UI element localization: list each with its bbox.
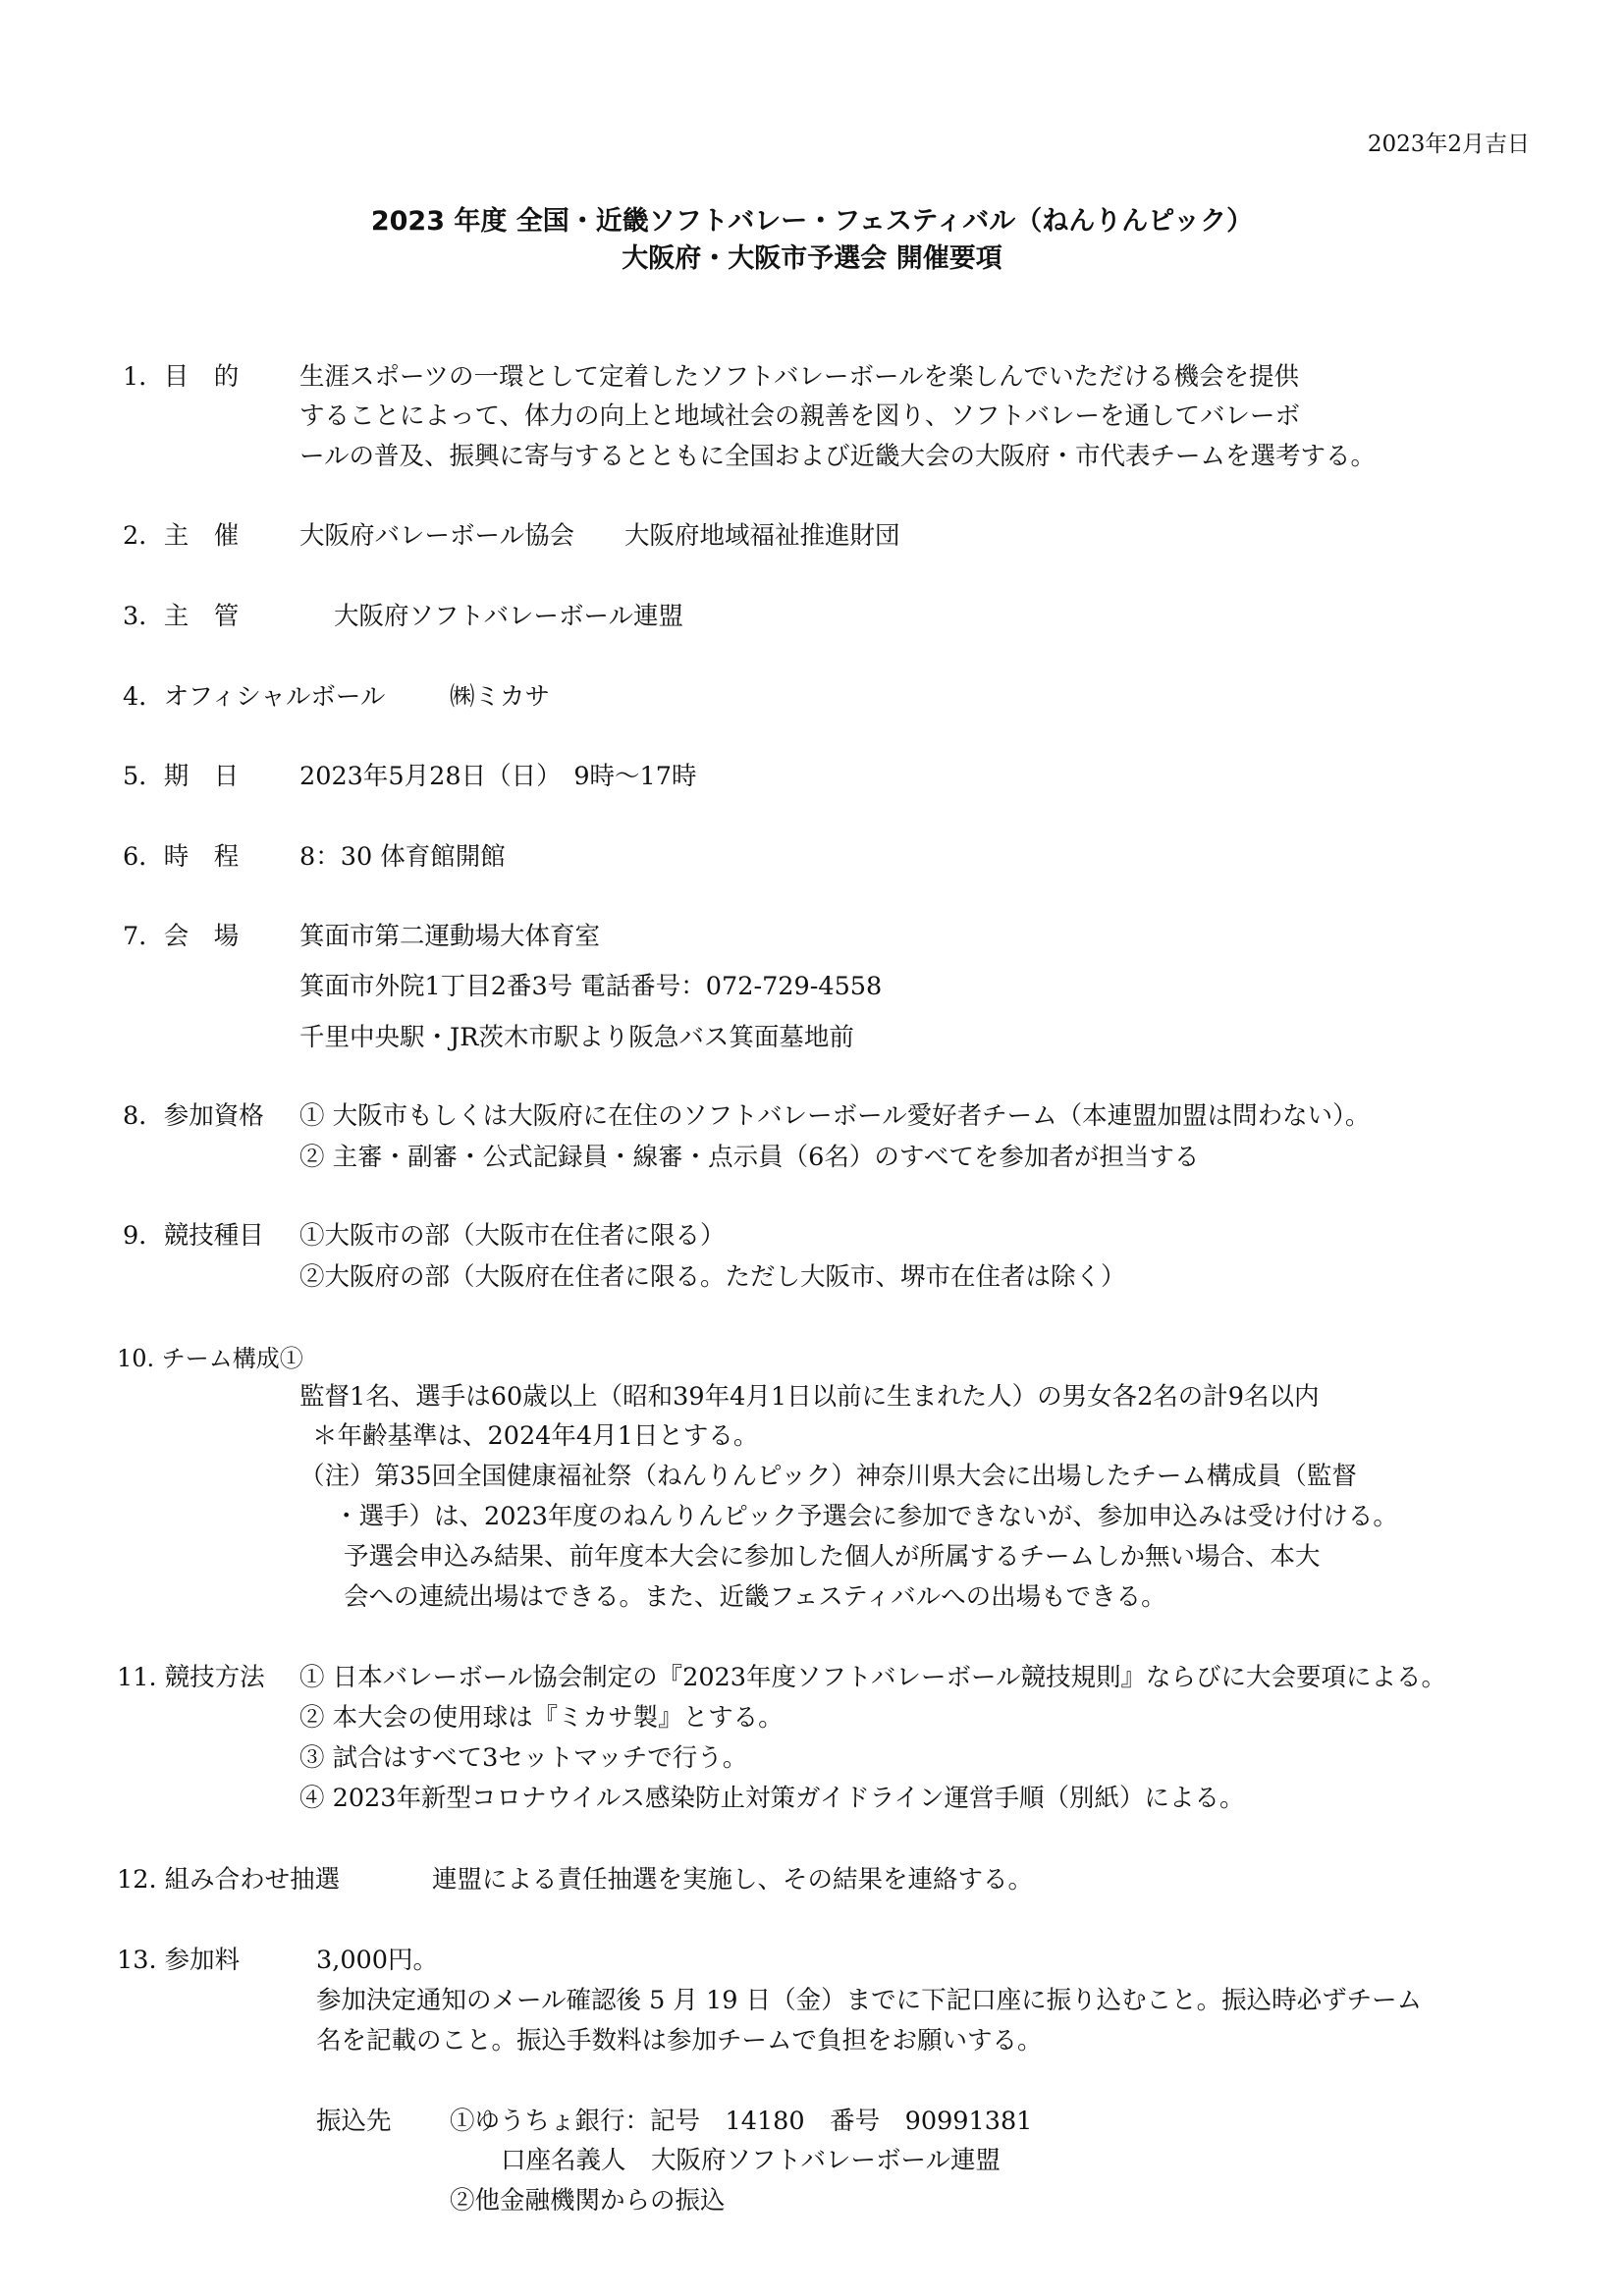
section-8-line: ② 主審・副審・公式記録員・線審・点示員（6名）のすべてを参加者が担当する <box>299 1143 1200 1172</box>
section-10-note: 予選会申込み結果、前年度本大会に参加した個人が所属するチームしか無い場合、本大 <box>344 1542 1321 1572</box>
section-7-label: 7．会 場 <box>123 922 240 951</box>
section-12-text: 連盟による責任抽選を実施し、その結果を連絡する。 <box>432 1865 1034 1895</box>
document-subtitle: 大阪府・大阪市予選会 開催要項 <box>622 243 1002 274</box>
section-2-label: 2．主 催 <box>123 521 240 551</box>
section-3-text: 大阪府ソフトバレーボール連盟 <box>334 602 683 631</box>
document-title: 2023 年度 全国・近畿ソフトバレー・フェスティバル（ねんりんピック） <box>370 206 1254 237</box>
section-11-label: 11. 競技方法 <box>117 1663 265 1692</box>
section-11-line: ④ 2023年新型コロナウイルス感染防止対策ガイドライン運営手順（別紙）による。 <box>299 1784 1245 1813</box>
section-8-line: ① 大阪市もしくは大阪府に在住のソフトバレーボール愛好者チーム（本連盟加盟は問わない）。 <box>299 1101 1371 1131</box>
venue-name: 箕面市第二運動場大体育室 <box>299 922 601 951</box>
section-2-text: 大阪府バレーボール協会 大阪府地域福祉推進財団 <box>299 521 900 551</box>
section-9-label: 9．競技種目 <box>123 1221 264 1251</box>
venue-address: 箕面市外院1丁目2番3号 電話番号：072-729-4558 <box>299 972 883 1001</box>
section-10-note: （注）第35回全国健康福祉祭（ねんりんピック）神奈川県大会に出場したチーム構成員（監督 <box>299 1462 1357 1491</box>
transfer-label: 振込先 <box>316 2107 392 2136</box>
entry-fee: 3,000円。 <box>316 1946 439 1975</box>
section-10-line: ＊年齢基準は、2024年4月1日とする。 <box>312 1421 759 1451</box>
section-6-label: 6．時 程 <box>123 842 240 872</box>
section-10-note: ・選手）は、2023年度のねんりんピック予選会に参加できないが、参加申込みは受け付ける。 <box>334 1502 1398 1531</box>
section-5-label: 5．期 日 <box>123 762 240 791</box>
transfer-account: ①ゆうちょ銀行：記号 14180 番号 90991381 <box>450 2107 1033 2136</box>
section-6-text: 8：30 体育館開館 <box>299 842 506 872</box>
section-1-line: ールの普及、振興に寄与するとともに全国および近畿大会の大阪府・市代表チームを選考する。 <box>299 442 1376 471</box>
section-12-label: 12. 組み合わせ抽選 <box>117 1865 341 1895</box>
section-1-line: することによって、体力の向上と地域社会の親善を図り、ソフトバレーを通してバレーボ <box>299 401 1300 431</box>
section-1-line: 生涯スポーツの一環として定着したソフトバレーボールを楽しんでいただける機会を提供 <box>299 362 1299 392</box>
section-13-line: 参加決定通知のメール確認後 5 月 19 日（金）までに下記口座に振り込むこと。振込時必ずチーム <box>316 1986 1423 2015</box>
section-13-label: 13. 参加料 <box>117 1946 241 1975</box>
section-10-label: 10. チーム構成① <box>117 1345 303 1372</box>
section-13-line: 名を記載のこと。振込手数料は参加チームで負担をお願いする。 <box>316 2026 1043 2056</box>
section-5-text: 2023年5月28日（日） 9時～17時 <box>299 762 697 791</box>
issue-date: 2023年2月吉日 <box>1367 132 1530 157</box>
section-9-line: ②大阪府の部（大阪府在住者に限る。ただし大阪市、堺市在住者は除く） <box>299 1262 1126 1292</box>
section-11-line: ① 日本バレーボール協会制定の『2023年度ソフトバレーボール競技規則』ならびに大会要項による。 <box>299 1663 1446 1692</box>
account-holder: 口座名義人 大阪府ソフトバレーボール連盟 <box>501 2146 1001 2175</box>
section-8-label: 8．参加資格 <box>123 1101 264 1131</box>
section-4-label: 4．オフィシャルボール <box>123 682 386 712</box>
section-11-line: ③ 試合はすべて3セットマッチで行う。 <box>299 1743 748 1773</box>
section-4-text: ㈱ミカサ <box>450 682 551 712</box>
section-3-label: 3．主 管 <box>123 602 240 631</box>
section-10-line: 監督1名、選手は60歳以上（昭和39年4月1日以前に生まれた人）の男女各2名の計9名以内 <box>299 1382 1320 1412</box>
section-10-note: 会への連続出場はできる。また、近畿フェスティバルへの出場もできる。 <box>344 1582 1166 1612</box>
section-1-label: 1．目 的 <box>123 362 240 392</box>
section-11-line: ② 本大会の使用球は『ミカサ製』とする。 <box>299 1703 784 1733</box>
transfer-other: ②他金融機関からの振込 <box>450 2186 726 2216</box>
section-9-line: ①大阪市の部（大阪市在住者に限る） <box>299 1221 726 1251</box>
venue-access: 千里中央駅・JR茨木市駅より阪急バス箕面墓地前 <box>299 1023 854 1052</box>
